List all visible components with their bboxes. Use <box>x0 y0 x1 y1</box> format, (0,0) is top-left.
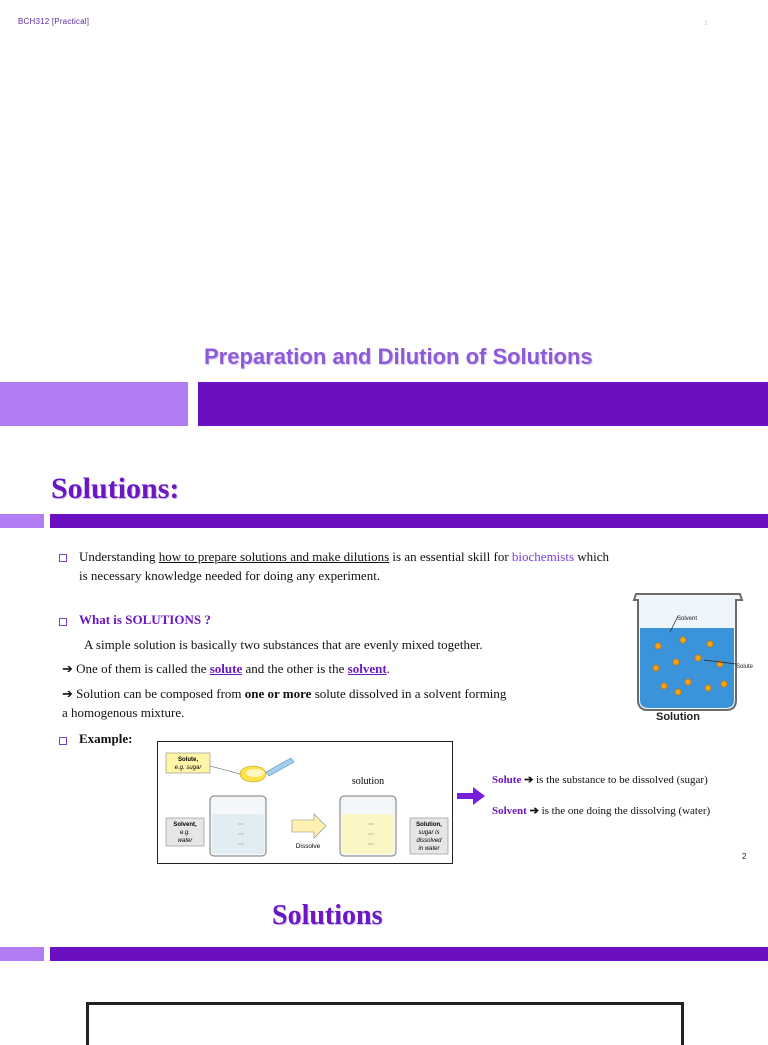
example-diagram-box <box>157 741 453 864</box>
diagram-solution-label: solution <box>351 776 385 787</box>
page-number-top: 1 <box>704 20 708 27</box>
solute-key: Solute <box>492 774 522 786</box>
diagram-dissolve-label: Dissolve <box>295 843 321 850</box>
bullet-square-icon <box>59 618 67 626</box>
dissolve-diagram <box>158 742 452 863</box>
solvent-definition <box>492 804 710 817</box>
slide-heading-solutions: Solutions: <box>51 472 180 505</box>
intro-mid: is an essential skill for <box>389 549 512 564</box>
solute-text: is the substance to be dissolved (sugar) <box>536 774 708 786</box>
solute-solvent-line <box>62 659 390 678</box>
intro-pre: Understanding <box>79 549 159 564</box>
composed-line-1 <box>62 684 506 703</box>
diagram-solvent-label-3: water <box>177 838 193 844</box>
title-bar-light <box>0 382 188 426</box>
arrow-right-icon: ➔ <box>62 686 73 701</box>
diagram-solution-box-4: in water <box>418 846 440 852</box>
diagram-solution-box-3: dissolved <box>416 838 442 844</box>
called-end: . <box>386 661 390 676</box>
intro-line-2: is necessary knowledge needed for doing any experiment. <box>79 568 381 583</box>
intro-line-1 <box>79 547 609 566</box>
solvent-text: is the one doing the dissolving (water) <box>541 805 711 817</box>
diagram-solvent-label-2: e.g. <box>179 830 191 836</box>
arrow-right-icon: ➔ <box>62 661 73 676</box>
solvent-key: Solvent <box>492 805 527 817</box>
title-bar-dark <box>198 382 768 426</box>
composed-post: solute dissolved in a solvent forming <box>311 686 507 701</box>
simple-solution-text: A simple solution is basically two substances that are evenly mixed together. <box>84 637 483 652</box>
diagram-solution-box-2: sugar is <box>418 830 440 836</box>
bullet-square-icon <box>59 554 67 562</box>
course-header: BCH312 [Practical] <box>18 17 90 26</box>
what-is-heading: What is SOLUTIONS ? <box>79 612 211 627</box>
intro-highlight: biochemists <box>511 549 575 564</box>
page-number: 2 <box>742 852 747 861</box>
slide-heading-solutions-2: Solutions <box>272 900 383 931</box>
diagram-solute-label-1: Solute, <box>177 757 199 763</box>
arrow-right-icon: ➔ <box>524 774 534 786</box>
heading-bar-light <box>0 514 44 528</box>
diagram-solvent-label-1: Solvent, <box>173 822 197 828</box>
solution-beaker-illustration <box>628 588 764 728</box>
page-title: Preparation and Dilution of Solutions <box>204 344 593 369</box>
solute-term: solute <box>209 661 243 676</box>
example-label: Example: <box>79 731 133 746</box>
solvent-term: solvent <box>347 661 387 676</box>
arrow-right-icon <box>456 786 486 806</box>
beaker-solute-label: Solute <box>736 664 754 670</box>
intro-post: which <box>574 549 610 564</box>
heading-bar-dark-2 <box>50 947 768 961</box>
diagram-solute-label-2: e.g. sugar <box>174 765 202 771</box>
beaker-caption: Solution <box>656 711 700 723</box>
composed-bold: one or more <box>244 686 312 701</box>
composed-pre: Solution can be composed from <box>72 686 245 701</box>
solute-definition <box>492 773 708 786</box>
bullet-square-icon <box>59 737 67 745</box>
called-pre: One of them is called the <box>72 661 210 676</box>
heading-bar-light-2 <box>0 947 44 961</box>
beaker-solvent-label: Solvent <box>677 616 698 622</box>
composed-line-2: a homogenous mixture. <box>62 705 185 720</box>
diagram-solution-box-1: Solution, <box>416 822 442 828</box>
intro-underlined: how to prepare solutions and make dilutions <box>158 549 390 564</box>
called-mid: and the other is the <box>242 661 348 676</box>
heading-bar-dark <box>50 514 768 528</box>
arrow-right-icon: ➔ <box>529 805 539 817</box>
